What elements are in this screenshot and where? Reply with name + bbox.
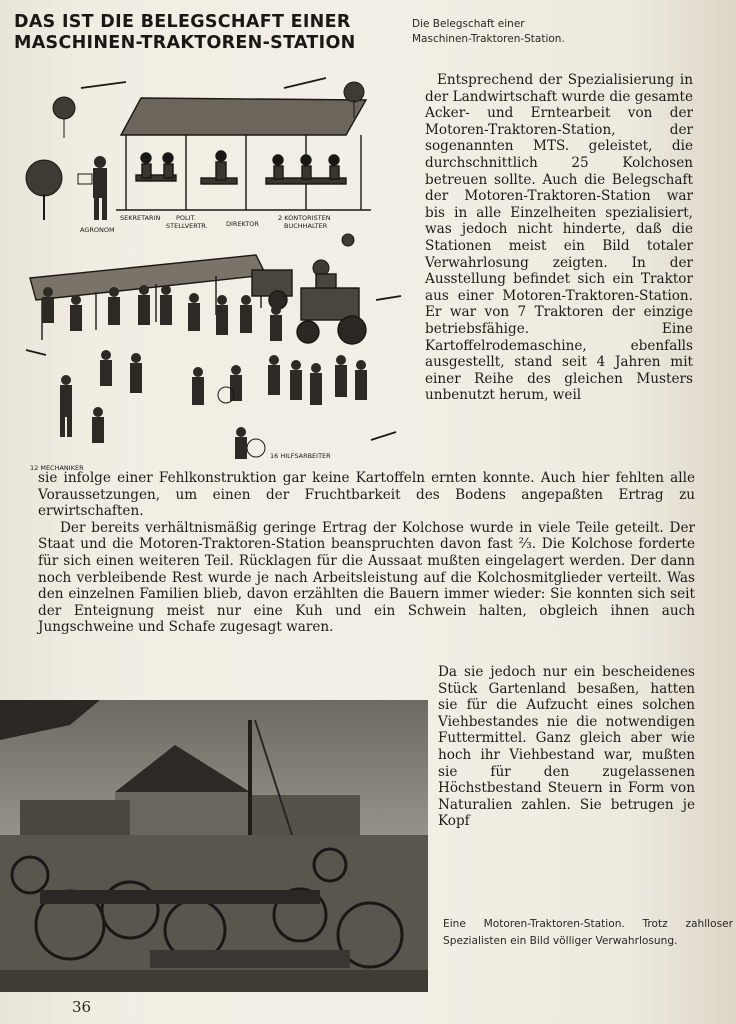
- page-subtitle: [412, 17, 622, 47]
- subtitle-line-1: Die Belegschaft einer: [412, 18, 525, 30]
- label-kontoristen: 2 KONTORISTEN: [278, 214, 331, 222]
- staff-illustration: [16, 60, 416, 475]
- title-line-2: MASCHINEN-TRAKTOREN-STATION: [14, 33, 356, 53]
- paragraph-2: Der bereits verhältnismäßig geringe Ertrag der Kolchose wurde in viele Teile geteilt. Der Staat und die Motoren-Traktoren-Station beanspruchten davon fast ⅔. Die Kolchose forderte für sich einen weiteren Teil. Rücklagen für die Aussaat mußten eingelagert werden. Der dann noch verbleibende Rest wurde je nach Arbeitsleistung auf die Kolchosmitglieder verteilt. Was den einzelnen Familien blieb, davon erzählten die Bauern immer wieder: Sie konnten sich seit der Enteignung meist nur eine Kuh und ein Schwein halten, obgleich ihnen auch Jungschweine und Schafe zugesagt waren.: [38, 519, 695, 636]
- office-building: [116, 98, 371, 210]
- agronom-figure: [78, 156, 107, 220]
- paragraph-1-continued: sie infolge einer Fehlkonstruktion gar keine Kartoffeln ernten konnte. Auch hier fehlten alle Voraussetzungen, um einen der Fruchtbarkeit des Bodens angepaßten Ertrag zu erwirtschaften.: [38, 470, 695, 520]
- station-photo: [0, 700, 428, 992]
- label-stellvertr: STELLVERTR.: [166, 222, 208, 230]
- label-buchhalter: BUCHHALTER: [284, 222, 328, 230]
- paragraph-2-continued: Da sie jedoch nur ein bescheidenes Stück Gartenland besaßen, hatten sie für die Aufzucht eines solchen Viehbestandes nie die notwendigen Futtermittel. Ganz gleich aber wie hoch ihr Viehbestand war, mußten sie für den zugelassenen Höchstbestand Steuern in Form von Naturalien zahlen. Sie betrugen je Kopf: [438, 664, 695, 830]
- title-line-1: DAS IST DIE BELEGSCHAFT EINER: [14, 12, 351, 32]
- paragraph-1: Entsprechend der Spezialisierung in der Landwirtschaft wurde die gesamte Acker- und Erntearbeit von der Motoren-Traktoren-Station, der sogenannten MTS. geleistet, die durchschnittlich 25 Kolchosen betreuen sollte. Auch die Belegschaft der Motoren-Traktoren-Station war bis in alle Einzelheiten spezialisiert, was jedoch nicht hinderte, daß die Stationen meist ein Bild totaler Verwahrlosung zeigten. In der Ausstellung befindet sich ein Traktor aus einer Motoren-Traktoren-Station. Er war von 7 Traktoren der einzige betriebsfähige. Eine Kartoffelrodemaschine, ebenfalls ausgestellt, stand seit 4 Jahren mit einer Reihe des gleichen Musters unbenutzt herum, weil: [425, 72, 693, 404]
- page-title: [14, 12, 409, 54]
- text-column-upper: [425, 72, 693, 404]
- photo-caption: Eine Motoren-Traktoren-Station. Trotz zahlloser Spezialisten ein Bild völliger Verwahrlosung.: [443, 918, 733, 947]
- label-mechaniker: 12 MECHANIKER: [30, 464, 84, 472]
- label-hilfsarbeiter: 16 HILFSARBEITER: [270, 452, 331, 460]
- label-agronom: AGRONOM: [80, 226, 115, 234]
- subtitle-line-2: Maschinen-Traktoren-Station.: [412, 33, 565, 45]
- label-polit: POLIT.: [176, 214, 196, 222]
- tractor: [252, 270, 366, 344]
- text-column-lower: [438, 664, 695, 830]
- page-number: 36: [72, 998, 92, 1016]
- label-sekretarin: SEKRETARIN: [120, 214, 161, 222]
- label-direktor: DIREKTOR: [226, 220, 259, 228]
- text-full-width: [38, 470, 695, 636]
